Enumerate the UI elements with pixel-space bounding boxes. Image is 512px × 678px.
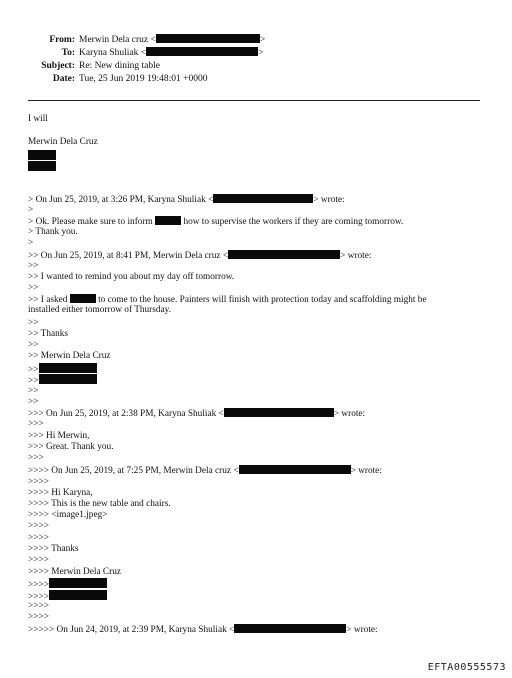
quote-line: >>>> <image1.jpeg> bbox=[28, 510, 108, 520]
redaction-bar bbox=[49, 578, 107, 588]
quote-line: >> bbox=[28, 374, 97, 387]
quote-line: >> bbox=[28, 340, 39, 350]
quote-line: >> I wanted to remind you about my day off tomorrow. bbox=[28, 272, 235, 282]
quote-line: >> bbox=[28, 397, 39, 407]
from-value: Merwin Dela cruz < bbox=[79, 35, 156, 45]
subject-label: Subject: bbox=[41, 61, 75, 71]
redacted-signature-line bbox=[28, 161, 56, 171]
quote-line: > bbox=[28, 205, 34, 215]
quote-line: >>>> Hi Karyna, bbox=[28, 488, 93, 498]
redaction-bar bbox=[28, 150, 56, 160]
quote-line: >> Thanks bbox=[28, 329, 69, 339]
quote-line: >>>> Merwin Dela Cruz bbox=[28, 567, 122, 577]
header-date-row bbox=[0, 73, 512, 86]
quote-line: >>>> bbox=[28, 555, 49, 565]
redaction-bar bbox=[28, 161, 56, 171]
quote-line: > Thank you. bbox=[28, 227, 78, 237]
redaction-bar bbox=[224, 408, 334, 417]
redaction-bar bbox=[156, 34, 260, 43]
to-value: Karyna Shuliak < bbox=[79, 48, 147, 58]
quote-line: >>>> This is the new table and chairs. bbox=[28, 499, 171, 509]
header-from-row bbox=[0, 34, 512, 47]
quote-line: >> bbox=[28, 386, 39, 396]
quote-header: >>>> On Jun 25, 2019, at 7:25 PM, Merwin Dela cruz < > wrote: bbox=[28, 466, 382, 476]
subject-value: Re: New dining table bbox=[79, 61, 160, 71]
to-close: > bbox=[258, 48, 264, 58]
quote-line: >> Merwin Dela Cruz bbox=[28, 351, 111, 361]
date-value: Tue, 25 Jun 2019 19:48:01 +0000 bbox=[79, 74, 208, 84]
quote-line: >>>> bbox=[28, 477, 49, 487]
redaction-bar bbox=[39, 374, 97, 384]
quote-line: >>>> bbox=[28, 601, 49, 611]
body-line: I will bbox=[28, 114, 48, 124]
from-close: > bbox=[259, 35, 266, 45]
to-label: To: bbox=[61, 48, 75, 58]
quote-line: >>>> bbox=[28, 578, 107, 591]
redaction-bar bbox=[49, 590, 107, 600]
quote-line: >>>> bbox=[28, 590, 107, 603]
redaction-bar bbox=[234, 624, 346, 633]
header-divider bbox=[28, 100, 480, 101]
redaction-bar bbox=[239, 465, 351, 474]
quote-header: >>>>> On Jun 24, 2019, at 2:39 PM, Karyna Shuliak < > wrote: bbox=[28, 625, 378, 635]
quote-header: >> On Jun 25, 2019, at 8:41 PM, Merwin Dela cruz < > wrote: bbox=[28, 251, 372, 261]
quote-line: installed either tomorrow of Thursday. bbox=[28, 305, 172, 315]
quote-line: >>>> bbox=[28, 612, 49, 622]
quote-line: >>> Hi Merwin, bbox=[28, 431, 90, 441]
redaction-bar bbox=[70, 294, 96, 303]
from-label: From: bbox=[49, 35, 75, 45]
redaction-bar bbox=[146, 47, 258, 56]
quote-line: >> bbox=[28, 261, 39, 271]
quote-line: >> bbox=[28, 318, 39, 328]
quote-header: > On Jun 25, 2019, at 3:26 PM, Karyna Shuliak < > wrote: bbox=[28, 195, 345, 205]
quote-line: >>> bbox=[28, 419, 44, 429]
quote-line: >> I asked to come to the house. Painters will finish with protection today and scaffolding might be bbox=[28, 295, 427, 305]
quote-line: >> bbox=[28, 363, 97, 376]
quote-header: >>> On Jun 25, 2019, at 2:38 PM, Karyna Shuliak < > wrote: bbox=[28, 409, 366, 419]
header-subject-row bbox=[0, 60, 512, 73]
quote-line: >>> Great. Thank you. bbox=[28, 442, 114, 452]
redaction-bar bbox=[39, 363, 97, 373]
quote-line: >>>> bbox=[28, 521, 49, 531]
redaction-bar bbox=[213, 194, 313, 203]
redacted-signature-line bbox=[28, 150, 56, 160]
quote-line: >>>> bbox=[28, 533, 49, 543]
date-label: Date: bbox=[52, 74, 75, 84]
quote-line: > bbox=[28, 238, 34, 248]
redaction-bar bbox=[155, 216, 181, 225]
document-id-stamp: EFTA00555573 bbox=[427, 662, 506, 673]
header-to-row bbox=[0, 47, 512, 60]
redaction-bar bbox=[228, 250, 340, 259]
quote-line: > Ok. Please make sure to inform how to supervise the workers if they are coming tomorrow. bbox=[28, 217, 404, 227]
quote-line: >> bbox=[28, 283, 39, 293]
quote-line: >>> bbox=[28, 453, 44, 463]
quote-line: >>>> Thanks bbox=[28, 544, 79, 554]
signature-name: Merwin Dela Cruz bbox=[28, 137, 98, 147]
